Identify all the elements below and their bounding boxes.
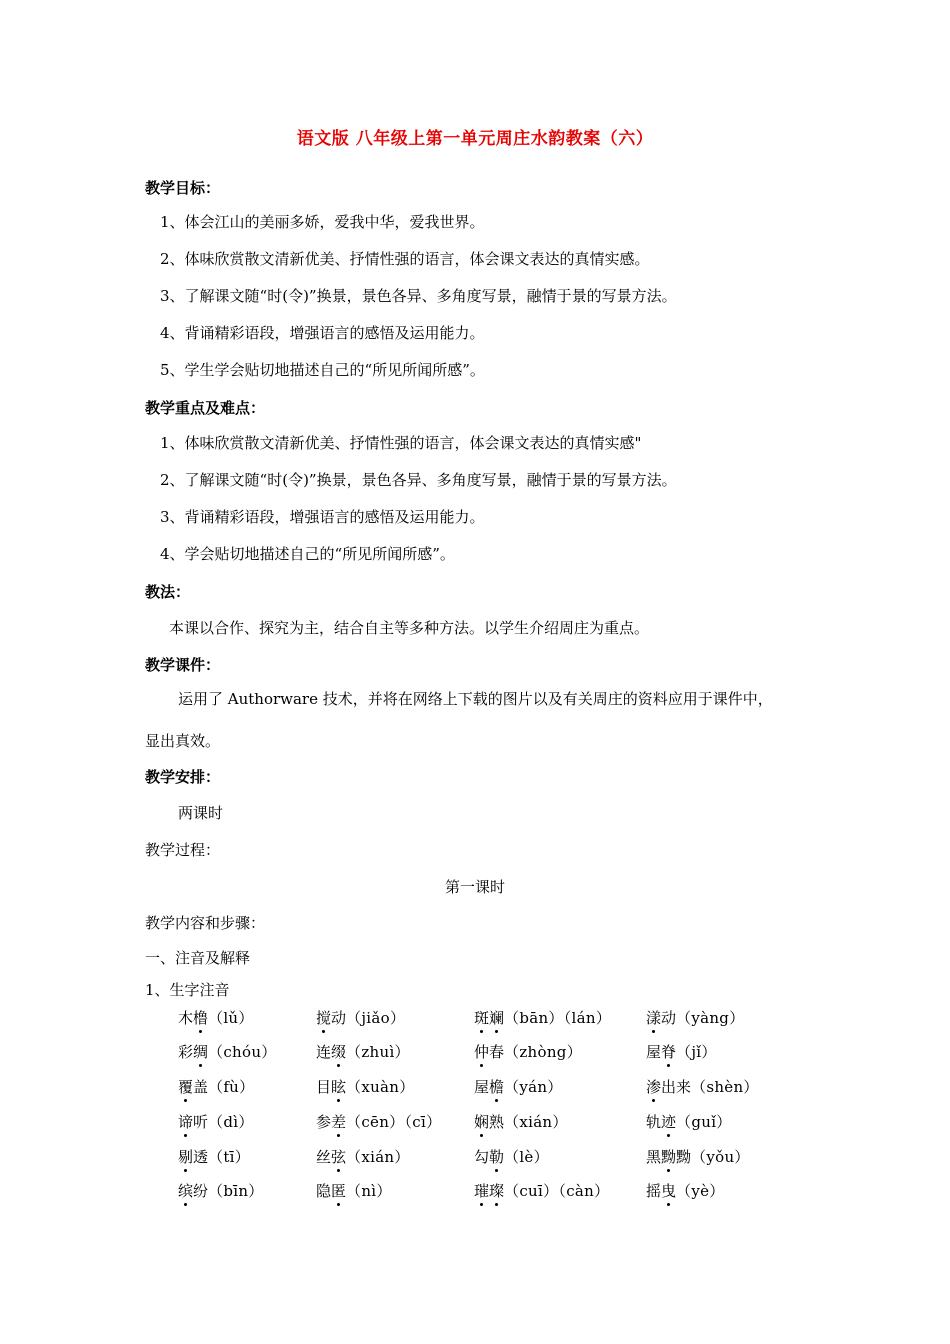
vocab-dotted-char: 曳 xyxy=(661,1182,677,1200)
vocab-char: 动 xyxy=(331,1009,347,1027)
vocab-char: 熟 xyxy=(489,1113,505,1131)
vocab-char: 动 xyxy=(661,1009,677,1027)
vocab-char: 透 xyxy=(193,1148,209,1166)
vocab-entry xyxy=(646,1077,759,1097)
objective-item: 4、背诵精彩语段，增强语言的感悟及运用能力。 xyxy=(160,324,485,342)
vocab-dotted-char: 斓 xyxy=(489,1009,505,1027)
vocab-dotted-char: 剔 xyxy=(178,1148,194,1166)
vocab-dotted-char: 缤 xyxy=(178,1182,194,1200)
vocab-char: 出来 xyxy=(661,1078,692,1096)
vocab-pinyin: （lè） xyxy=(504,1148,549,1166)
vocab-pinyin: （xuàn） xyxy=(346,1078,415,1096)
vocab-dotted-char: 脊 xyxy=(661,1043,677,1061)
vocab-pinyin: （cēn）（cī） xyxy=(346,1113,442,1131)
content-label: 教学内容和步骤： xyxy=(145,914,266,932)
vocab-entry xyxy=(178,1008,254,1028)
key-point-item: 1、体味欣赏散文清新优美、抒情性强的语言，体会课文表达的真情实感" xyxy=(160,434,642,452)
vocab-dotted-char: 搅 xyxy=(316,1009,332,1027)
vocab-pinyin: （bān）（lán） xyxy=(504,1009,612,1027)
vocab-dotted-char: 差 xyxy=(331,1113,347,1131)
vocab-entry xyxy=(474,1008,611,1028)
vocab-dotted-char: 斑 xyxy=(474,1009,490,1027)
vocab-dotted-char: 渗 xyxy=(646,1078,662,1096)
vocab-dotted-char: 覆 xyxy=(178,1078,194,1096)
vocab-char: 春 xyxy=(489,1043,505,1061)
schedule-heading: 教学安排： xyxy=(145,768,221,786)
vocab-entry xyxy=(178,1147,250,1167)
vocab-pinyin: （cuī）（càn） xyxy=(504,1182,610,1200)
vocab-entry xyxy=(474,1042,582,1062)
method-text: 本课以合作、探究为主，结合自主等多种方法。以学生介绍周庄为重点。 xyxy=(169,619,650,637)
vocab-char: 隐 xyxy=(316,1182,332,1200)
vocab-entry xyxy=(178,1112,254,1132)
process-label: 教学过程： xyxy=(145,841,221,859)
vocab-entry xyxy=(316,1077,415,1097)
vocab-entry xyxy=(474,1077,563,1097)
key-point-item: 4、学会贴切地描述自己的“所见所闻所感”。 xyxy=(160,545,455,563)
vocab-pinyin: （zhòng） xyxy=(504,1043,582,1061)
vocab-dotted-char: 迹 xyxy=(661,1113,677,1131)
courseware-text-line2: 显出真效。 xyxy=(145,732,221,750)
vocab-char: 勾 xyxy=(474,1148,490,1166)
vocab-entry xyxy=(474,1181,609,1201)
vocab-entry xyxy=(646,1042,717,1062)
vocab-pinyin: （fù） xyxy=(208,1078,255,1096)
key-point-item: 2、了解课文随“时(令)”换景，景色各异、多角度写景，融情于景的写景方法。 xyxy=(160,471,677,489)
vocab-dotted-char: 弦 xyxy=(331,1148,347,1166)
vocab-entry xyxy=(474,1112,568,1132)
vocab-char: 盖 xyxy=(193,1078,209,1096)
vocab-char: 黝 xyxy=(676,1148,692,1166)
objective-item: 1、体会江山的美丽多娇，爱我中华，爱我世界。 xyxy=(160,213,485,231)
vocab-pinyin: （yán） xyxy=(504,1078,563,1096)
schedule-text: 两课时 xyxy=(178,804,224,822)
section-heading: 一、注音及解释 xyxy=(145,949,251,967)
subsection-heading: 1、生字注音 xyxy=(145,981,230,999)
vocab-entry xyxy=(316,1147,410,1167)
vocab-entry xyxy=(646,1147,750,1167)
vocab-entry xyxy=(474,1147,549,1167)
vocab-pinyin: （xián） xyxy=(504,1113,568,1131)
vocab-char: 目 xyxy=(316,1078,332,1096)
vocab-entry xyxy=(646,1181,725,1201)
vocab-char: 听 xyxy=(193,1113,209,1131)
vocab-pinyin: （zhuì） xyxy=(346,1043,410,1061)
key-point-item: 3、背诵精彩语段，增强语言的感悟及运用能力。 xyxy=(160,508,485,526)
vocab-char: 彩 xyxy=(178,1043,194,1061)
vocab-char: 连 xyxy=(316,1043,332,1061)
vocab-dotted-char: 绸 xyxy=(193,1043,209,1061)
vocab-dotted-char: 娴 xyxy=(474,1113,490,1131)
vocab-dotted-char: 璀 xyxy=(474,1182,490,1200)
vocab-dotted-char: 匿 xyxy=(331,1182,347,1200)
objective-item: 3、了解课文随“时(令)”换景，景色各异、多角度写景，融情于景的写景方法。 xyxy=(160,287,677,305)
objectives-heading: 教学目标： xyxy=(145,179,221,197)
vocab-pinyin: （yè） xyxy=(676,1182,725,1200)
courseware-text-line1: 运用了 Authorware 技术，并将在网络上下载的图片以及有关周庄的资料应用于课件中， xyxy=(178,690,773,708)
vocab-char: 黑 xyxy=(646,1148,662,1166)
lesson-title: 第一课时 xyxy=(444,878,505,896)
vocab-char: 屋 xyxy=(646,1043,662,1061)
vocab-entry xyxy=(646,1008,745,1028)
vocab-dotted-char: 谛 xyxy=(178,1113,194,1131)
vocab-pinyin: （xián） xyxy=(346,1148,410,1166)
vocab-pinyin: （chóu） xyxy=(208,1043,277,1061)
vocab-char: 摇 xyxy=(646,1182,662,1200)
vocab-char: 丝 xyxy=(316,1148,332,1166)
vocab-entry xyxy=(316,1112,441,1132)
vocab-entry xyxy=(178,1181,264,1201)
vocab-char: 屋 xyxy=(474,1078,490,1096)
vocab-char: 轨 xyxy=(646,1113,662,1131)
vocab-entry xyxy=(646,1112,732,1132)
vocab-pinyin: （yàng） xyxy=(676,1009,745,1027)
vocab-entry xyxy=(178,1077,254,1097)
vocab-char: 参 xyxy=(316,1113,332,1131)
vocab-pinyin: （guǐ） xyxy=(676,1113,732,1131)
vocab-dotted-char: 缀 xyxy=(331,1043,347,1061)
vocab-pinyin: （nì） xyxy=(346,1182,392,1200)
vocab-dotted-char: 勒 xyxy=(489,1148,505,1166)
vocab-dotted-char: 檐 xyxy=(489,1078,505,1096)
method-heading: 教法： xyxy=(145,583,191,601)
objective-item: 5、学生学会贴切地描述自己的“所见所闻所感”。 xyxy=(160,361,485,379)
vocab-pinyin: （lǔ） xyxy=(208,1009,254,1027)
key-points-heading: 教学重点及难点： xyxy=(145,399,266,417)
vocab-entry xyxy=(316,1042,410,1062)
courseware-heading: 教学课件： xyxy=(145,656,221,674)
vocab-dotted-char: 璨 xyxy=(489,1182,505,1200)
vocab-entry xyxy=(316,1181,392,1201)
document-title: 语文版 八年级上第一单元周庄水韵教案（六） xyxy=(296,129,654,149)
vocab-pinyin: （tī） xyxy=(208,1148,251,1166)
vocab-dotted-char: 橹 xyxy=(193,1009,209,1027)
vocab-entry xyxy=(178,1042,277,1062)
objective-item: 2、体味欣赏散文清新优美、抒情性强的语言，体会课文表达的真情实感。 xyxy=(160,250,650,268)
vocab-pinyin: （jǐ） xyxy=(676,1043,717,1061)
vocab-dotted-char: 漾 xyxy=(646,1009,662,1027)
vocab-dotted-char: 眩 xyxy=(331,1078,347,1096)
vocab-pinyin: （jiǎo） xyxy=(346,1009,406,1027)
vocab-dotted-char: 仲 xyxy=(474,1043,490,1061)
vocab-entry xyxy=(316,1008,405,1028)
vocab-char: 木 xyxy=(178,1009,194,1027)
vocab-dotted-char: 黝 xyxy=(661,1148,677,1166)
vocab-pinyin: （yǒu） xyxy=(691,1148,750,1166)
vocab-pinyin: （shèn） xyxy=(691,1078,759,1096)
vocab-char: 纷 xyxy=(193,1182,209,1200)
vocab-pinyin: （bīn） xyxy=(208,1182,264,1200)
vocab-pinyin: （dì） xyxy=(208,1113,254,1131)
